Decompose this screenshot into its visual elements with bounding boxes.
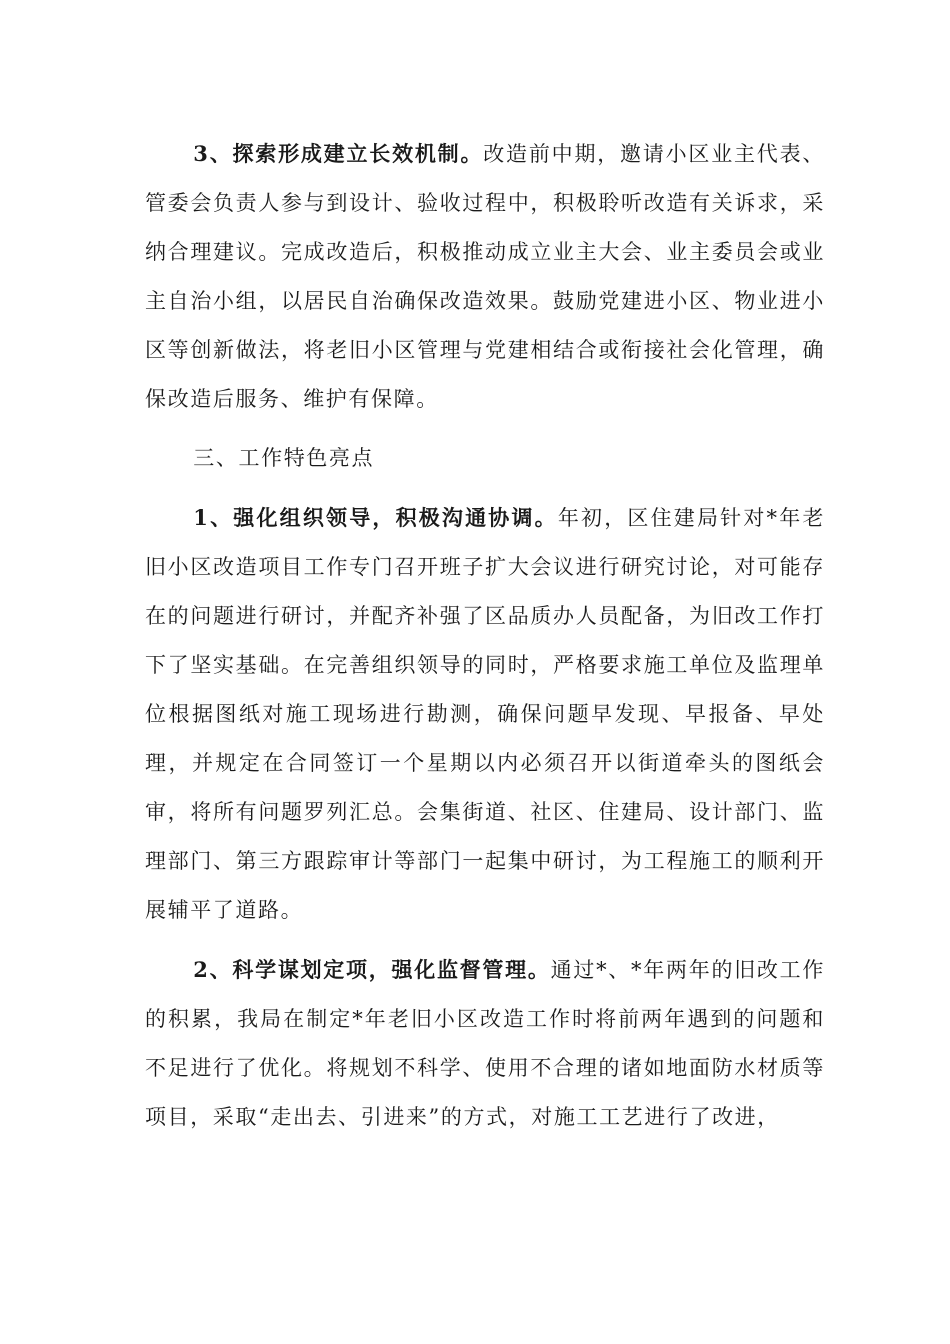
paragraph-scientific-planning [145, 945, 825, 1142]
section-heading: 三、工作特色亮点 [193, 446, 375, 470]
paragraph-lead: 1、强化组织领导，积极沟通协调。 [193, 505, 558, 530]
paragraph-lead: 3、探索形成建立长效机制。 [193, 141, 484, 166]
paragraph-long-term-mechanism [145, 129, 825, 424]
document-page [145, 129, 825, 1142]
paragraph-body: 年初，区住建局针对*年老旧小区改造项目工作专门召开班子扩大会议进行研究讨论，对可能存在的问题进行研讨，并配齐补强了区品质办人员配备，为旧改工作打下了坚实基础。在完善组织领导的同时，严格要求施工单位及监理单位根据图纸对施工现场进行勘测，确保问题早发现、早报备、早处理，并规定在合同签订一个星期以内必须召开以街道牵头的图纸会审，将所有问题罗列汇总。会集街道、社区、住建局、设计部门、监理部门、第三方跟踪审计等部门一起集中研讨，为工程施工的顺利开展辅平了道路。 [145, 506, 825, 922]
paragraph-organization-leadership [145, 493, 825, 935]
paragraph-body: 通过*、*年两年的旧改工作的积累，我局在制定*年老旧小区改造工作时将前两年遇到的问题和不足进行了优化。将规划不科学、使用不合理的诸如地面防水材质等项目，采取“走出去、引进来”的方式，对施工工艺进行了改进， [145, 958, 825, 1129]
paragraph-lead: 2、科学谋划定项，强化监督管理。 [193, 957, 551, 982]
paragraph-body: 改造前中期，邀请小区业主代表、管委会负责人参与到设计、验收过程中，积极聆听改造有关诉求，采纳合理建议。完成改造后，积极推动成立业主大会、业主委员会或业主自治小组，以居民自治确保改造效果。鼓励党建进小区、物业进小区等创新做法，将老旧小区管理与党建相结合或衔接社会化管理，确保改造后服务、维护有保障。 [145, 142, 826, 411]
